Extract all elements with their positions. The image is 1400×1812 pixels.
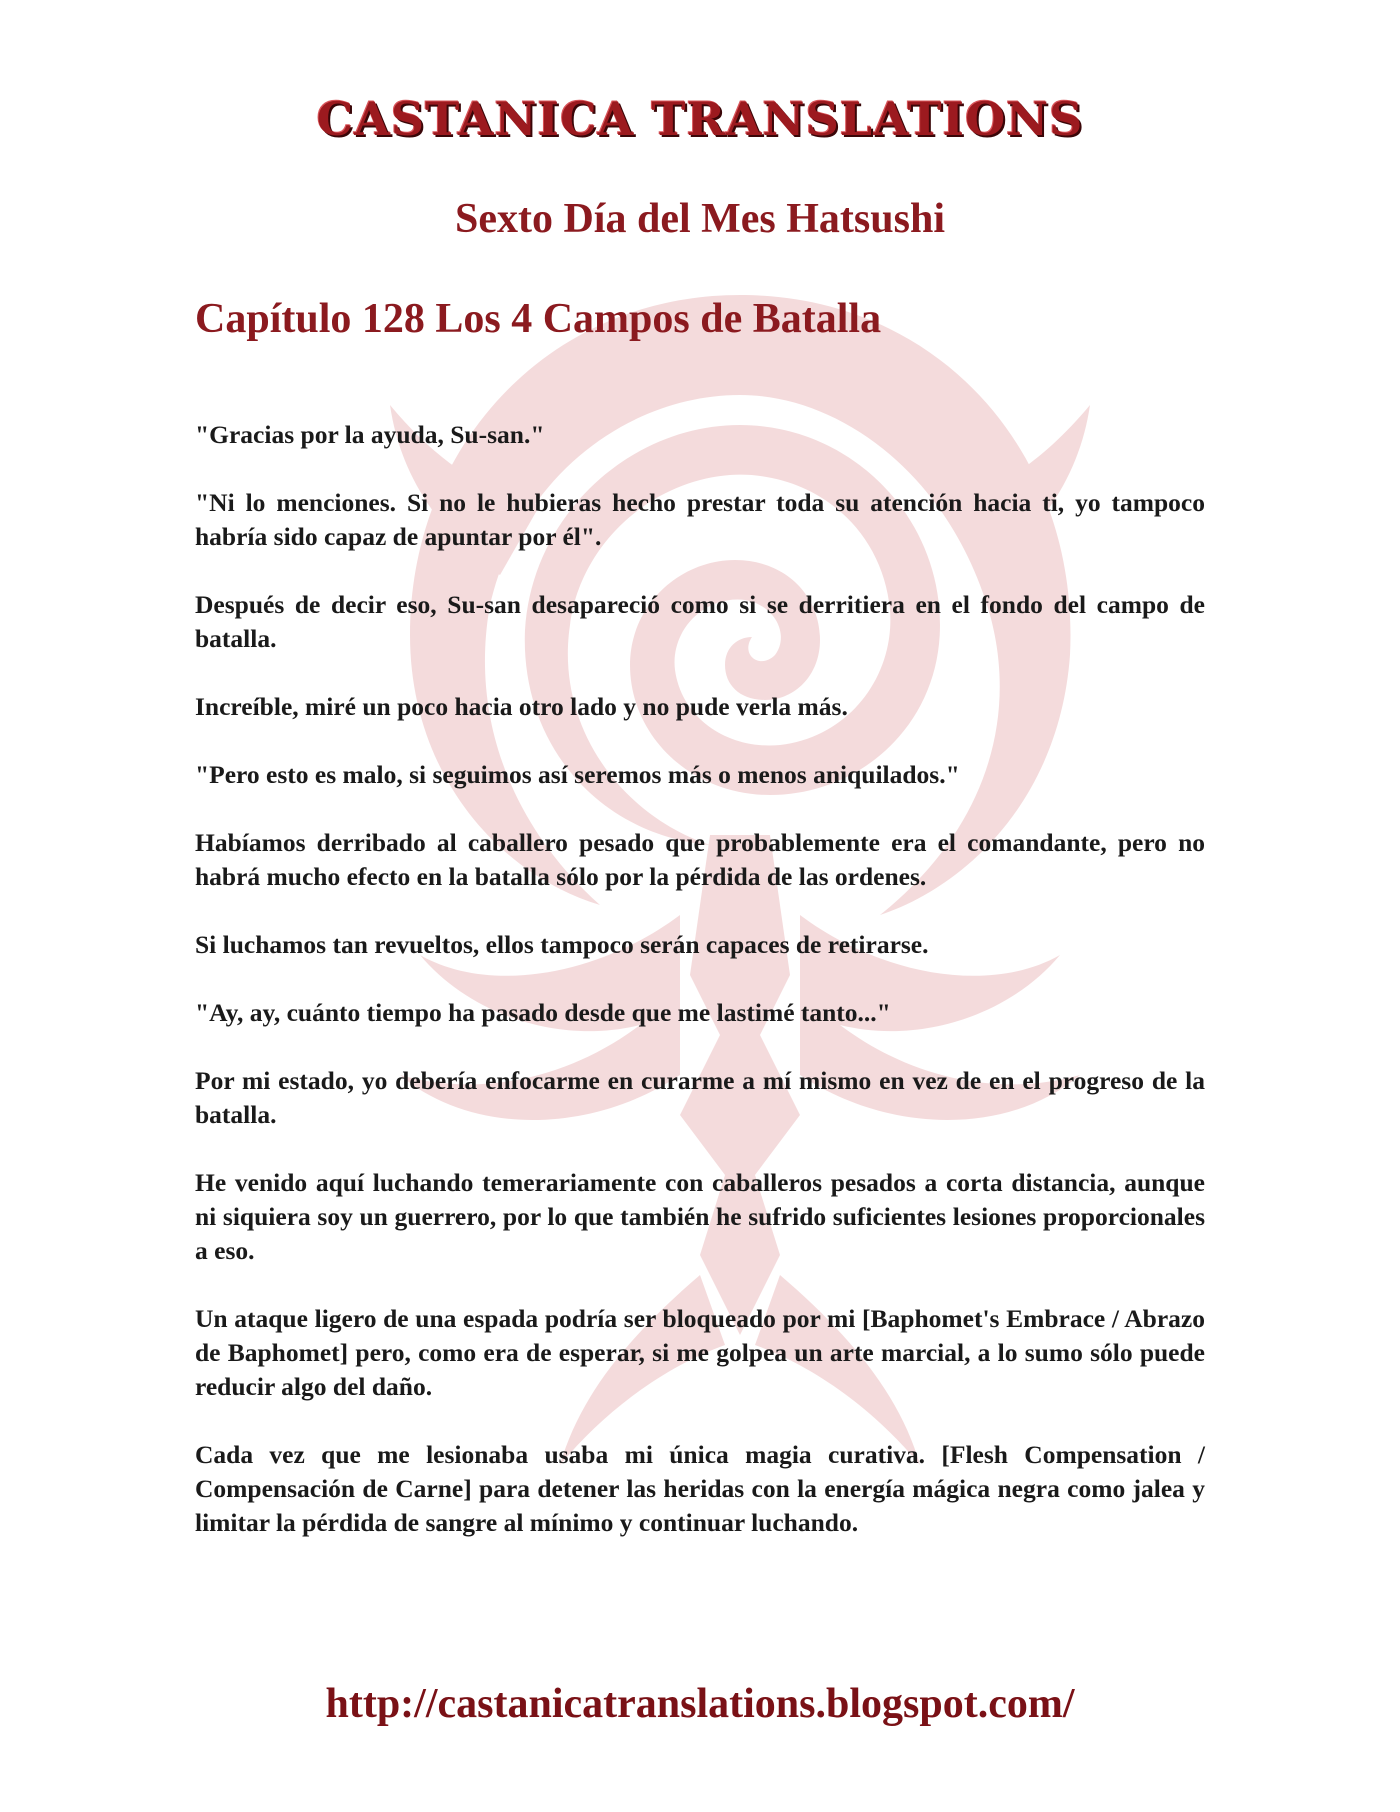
- paragraph: "Gracias por la ayuda, Su-san.": [195, 420, 545, 449]
- brand-title: CASTANICA TRANSLATIONS: [316, 92, 1084, 146]
- footer-blog-link[interactable]: http://castanicatranslations.blogspot.com/: [325, 1681, 1075, 1727]
- paragraph: Un ataque ligero de una espada podría ser bloqueado por mi [Baphomet's Embrace / Abrazo de Baphomet] pero, como era de esperar, si me golpea un arte marcial, a lo sumo sólo puede reducir algo del daño.: [195, 1304, 1205, 1401]
- paragraph: Cada vez que me lesionaba usaba mi única magia curativa. [Flesh Compensation / Compensación de Carne] para detener las heridas con la energía mágica negra como jalea y limitar la pérdida de sangre al mínimo y continuar luchando.: [195, 1440, 1205, 1537]
- document-subtitle: Sexto Día del Mes Hatsushi: [454, 196, 945, 242]
- paragraph: "Pero esto es malo, si seguimos así seremos más o menos aniquilados.": [195, 760, 960, 789]
- chapter-title: Capítulo 128 Los 4 Campos de Batalla: [195, 296, 882, 342]
- paragraph: Después de decir eso, Su-san desapareció como si se derritiera en el fondo del campo de batalla.: [195, 590, 1205, 653]
- paragraph: Increíble, miré un poco hacia otro lado y no pude verla más.: [195, 692, 848, 721]
- paragraph: "Ay, ay, cuánto tiempo ha pasado desde que me lastimé tanto...": [195, 998, 891, 1027]
- paragraph: Si luchamos tan revueltos, ellos tampoco serán capaces de retirarse.: [195, 930, 929, 959]
- paragraph: Habíamos derribado al caballero pesado que probablemente era el comandante, pero no habrá mucho efecto en la batalla sólo por la pérdida de las ordenes.: [195, 828, 1205, 891]
- chapter-body: [195, 418, 1205, 1574]
- paragraph: He venido aquí luchando temerariamente con caballeros pesados a corta distancia, aunque ni siquiera soy un guerrero, por lo que también he sufrido suficientes lesiones proporcionales a eso.: [195, 1168, 1205, 1265]
- paragraph: Por mi estado, yo debería enfocarme en curarme a mí mismo en vez de en el progreso de la batalla.: [195, 1066, 1205, 1129]
- paragraph: "Ni lo menciones. Si no le hubieras hecho prestar toda su atención hacia ti, yo tampoco habría sido capaz de apuntar por él".: [195, 488, 1205, 551]
